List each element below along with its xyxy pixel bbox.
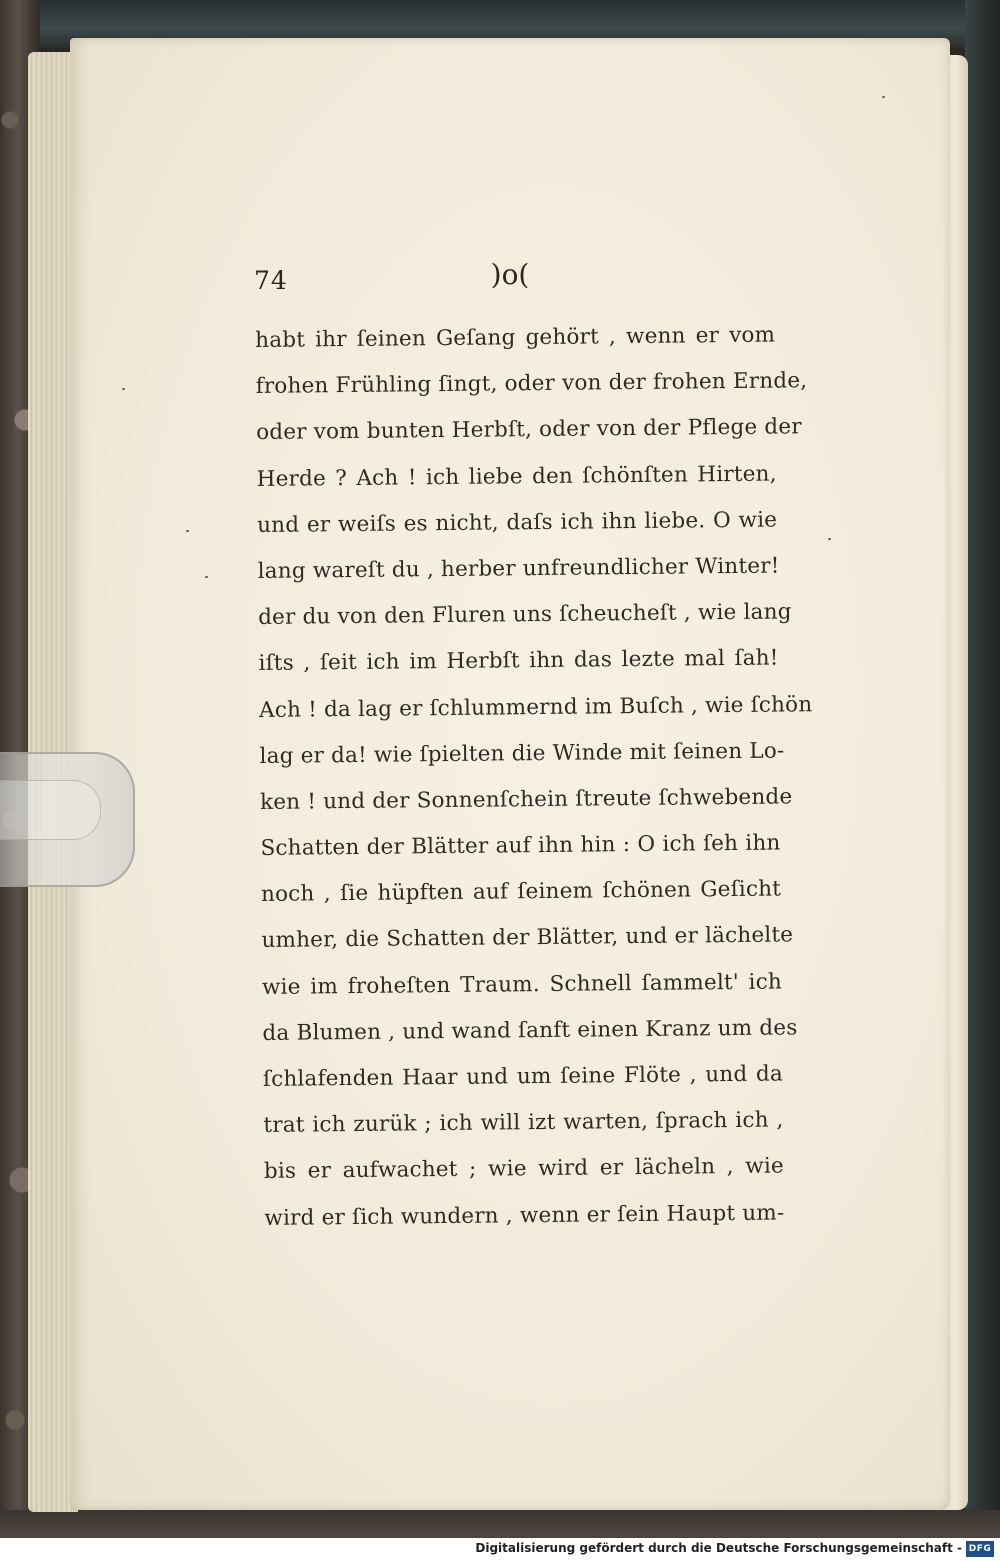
text-line: der du von den Fluren uns ſcheucheſt , wie lang xyxy=(258,599,792,631)
text-line: und er weiſs es nicht, daſs ich ihn liebe. O wie xyxy=(257,507,778,538)
text-line: da Blumen , und wand ſanft einen Kranz um des xyxy=(262,1015,798,1046)
text-line: frohen Frühling ſingt, oder von der frohen Ernde, xyxy=(255,368,808,400)
text-line: noch , ſie hüpften auf ſeinem ſchönen Geſicht xyxy=(260,876,782,908)
funding-note: Digitalisierung gefördert durch die Deutsche Forschungsgemeinschaft - xyxy=(475,1541,962,1555)
paper-speck xyxy=(828,538,831,540)
clip-inner-loop xyxy=(0,780,101,840)
text-line: wie im froheſten Traum. Schnell ſammelt' ich xyxy=(261,969,783,1000)
text-line: oder vom bunten Herbſt, oder von der Pflege der xyxy=(256,414,802,446)
page-number: 74 xyxy=(254,266,288,295)
text-line: umher, die Schatten der Blätter, und er lächelte xyxy=(261,922,794,954)
paper-speck xyxy=(186,530,189,532)
text-line: Schatten der Blätter auf ihn hin : O ich ſeh ihn xyxy=(260,830,781,862)
dfg-logo: DFG xyxy=(966,1541,994,1557)
plastic-page-clip xyxy=(0,752,135,887)
digitization-footer xyxy=(0,1538,1000,1561)
text-line: bis er aufwachet ; wie wird er lächeln , wie xyxy=(263,1153,785,1185)
body-text xyxy=(255,313,813,1242)
text-line: ſchlafenden Haar und um ſeine Flöte , und da xyxy=(262,1061,784,1092)
book-cover-right xyxy=(965,0,1000,1561)
text-line: Ach ! da lag er ſchlummernd im Buſch , wie ſchön xyxy=(258,691,813,723)
text-line: Herde ? Ach ! ich liebe den ſchönſten Hirten, xyxy=(256,461,777,492)
text-line: lang wareſt du , herber unfreundlicher Winter! xyxy=(257,553,780,584)
text-line: wird er ſich wundern , wenn er ſein Haupt um- xyxy=(264,1200,785,1231)
text-line: iſts , ſeit ich im Herbſt ihn das lezte mal ſah! xyxy=(258,645,779,677)
running-head: )o( xyxy=(490,258,530,291)
text-line: trat ich zurük ; ich will izt warten, ſprach ich , xyxy=(263,1107,784,1139)
text-line: ken ! und der Sonnenſchein ſtreute ſchwebende xyxy=(259,784,793,815)
text-line: lag er da! wie ſpielten die Winde mit ſeinen Lo- xyxy=(259,738,785,769)
text-line: habt ihr ſeinen Geſang gehört , wenn er vom xyxy=(255,322,776,353)
paper-speck xyxy=(122,388,125,390)
paper-speck xyxy=(205,576,208,578)
paper-speck xyxy=(882,96,885,98)
